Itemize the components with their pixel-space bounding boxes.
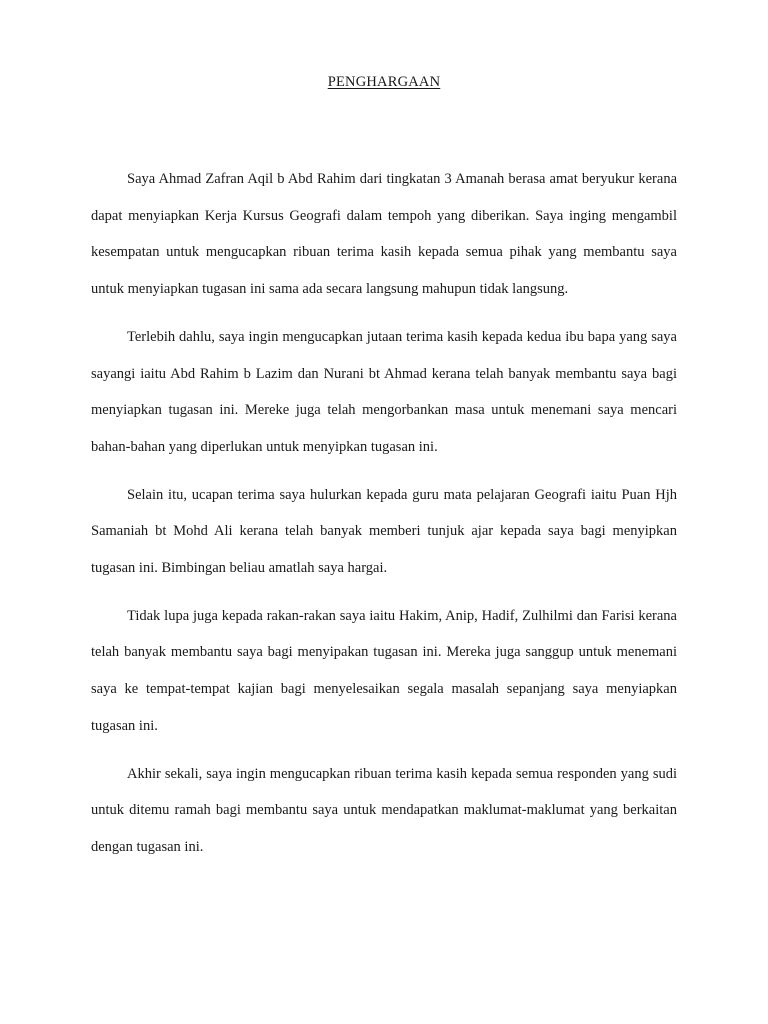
paragraph-3: Selain itu, ucapan terima saya hulurkan kepada guru mata pelajaran Geografi iaitu Puan Hjh Samaniah bt Mohd Ali kerana telah banyak memberi tunjuk ajar kepada saya bagi menyipkan tugasan ini. Bimbingan beliau amatlah saya hargai.	[91, 486, 677, 577]
paragraph-2: Terlebih dahlu, saya ingin mengucapkan jutaan terima kasih kepada kedua ibu bapa yang saya sayangi iaitu Abd Rahim b Lazim dan Nurani bt Ahmad kerana telah banyak membantu saya bagi menyiapkan tugasan ini. Mereke juga telah mengorbankan masa untuk menemani saya mencari bahan-bahan yang diperlukan untuk menyipkan tugasan ini.	[91, 328, 677, 455]
paragraph-1: Saya Ahmad Zafran Aqil b Abd Rahim dari tingkatan 3 Amanah berasa amat beryukur kerana dapat menyiapkan Kerja Kursus Geografi dalam tempoh yang diberikan. Saya inging mengambil kesempatan untuk mengucapkan ribuan terima kasih kepada semua pihak yang membantu saya untuk menyiapkan tugasan ini sama ada secara langsung mahupun tidak langsung.	[91, 171, 677, 298]
paragraph-4: Tidak lupa juga kepada rakan-rakan saya iaitu Hakim, Anip, Hadif, Zulhilmi dan Farisi kerana telah banyak membantu saya bagi menyipakan tugasan ini. Mereka juga sanggup untuk menemani saya ke tempat-tempat kajian bagi menyelesaikan segala masalah sepanjang saya menyiapkan tugasan ini.	[91, 607, 677, 734]
paragraph-5: Akhir sekali, saya ingin mengucapkan ribuan terima kasih kepada semua responden yang sudi untuk ditemu ramah bagi membantu saya untuk mendapatkan maklumat-maklumat yang berkaitan dengan tugasan ini.	[91, 765, 677, 855]
page-title: PENGHARGAAN	[327, 74, 441, 90]
document-body	[91, 161, 677, 877]
